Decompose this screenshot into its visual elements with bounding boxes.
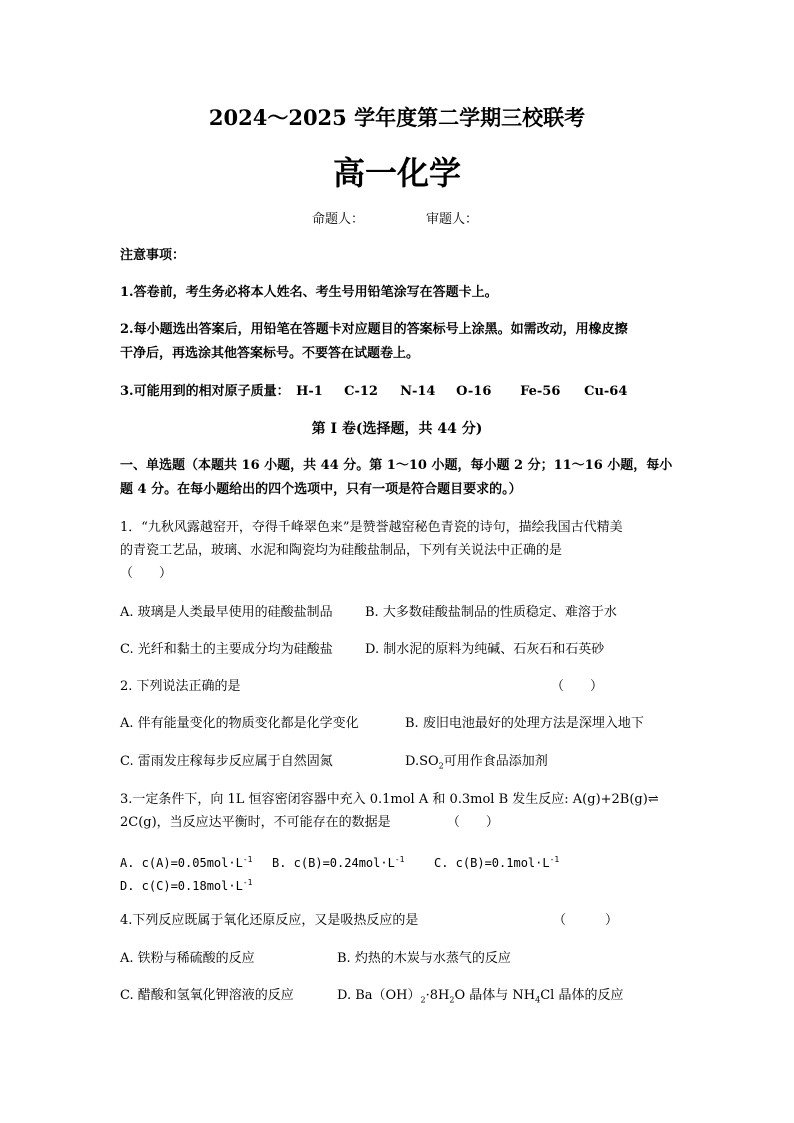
q4-option-b: B. 灼热的木炭与水蒸气的反应 [337,951,511,966]
note-2-line1: 2.每小题选出答案后，用铅笔在答题卡对应题目的答案标号上涂黑。如需改动，用橡皮擦 [120,322,628,337]
q4-option-d-sub1: 2 [420,995,426,1005]
q1-options-ab [120,604,617,622]
q1-option-a: A. 玻璃是人类最早使用的硅酸盐制品 [120,605,333,620]
mass-c: C-12 [344,384,378,399]
q3-option-d [120,874,252,895]
q1-answer-bracket: （ ） [120,566,173,581]
q3-option-a-text: A. c(A)=0.05mol·L [120,856,243,870]
note-1: 1.答卷前，考生务必将本人姓名、考生号用铅笔涂写在答题卡上。 [120,285,498,300]
q2-option-d-formula: D.SO [405,754,439,769]
q1-stem-line1: 1．“九秋风露越窑开，夺得千峰翠色来”是赞誉越窑秘色青瓷的诗句，描绘我国古代精美 [120,520,623,535]
q3-option-d-exp: -1 [242,878,253,887]
q1-option-b: B. 大多数硅酸盐制品的性质稳定、难溶于水 [365,605,617,620]
q4-options-cd [120,987,623,1010]
q3-stem-text: 2C(g)，当反应达平衡时，不可能存在的数据是 [120,815,391,830]
note-3-label: 3.可能用到的相对原子质量： [120,384,290,399]
q3-option-a [120,851,272,872]
q4-options-ab [120,950,511,968]
mass-fe: Fe-56 [520,384,561,399]
q2-answer-bracket: （ ） [551,679,604,694]
exam-title: 2024～2025 学年度第二学期三校联考 [208,105,586,130]
note-2-line2: 干净后，再选涂其他答案标号。不要答在试题卷上。 [120,346,420,361]
part1-line1: 一、单选题（本题共 16 小题，共 44 分。第 1～10 小题，每小题 2 分；11～16 小题，每小 [120,458,673,473]
mass-cu: Cu-64 [584,384,628,399]
mass-n: N-14 [400,384,436,399]
mass-o: O-16 [456,384,492,399]
q2-option-d-subscript: 2 [438,761,444,771]
note-3 [120,383,627,401]
q4-option-d [337,987,623,1010]
q2-option-d [405,753,548,776]
q3-options-abc [120,851,559,872]
q2-option-d-text: 可用作食品添加剂 [443,754,548,769]
q3-answer-bracket: （ ） [446,815,499,830]
q2-stem: 2. 下列说法正确的是 [120,679,241,694]
q4-option-a: A. 铁粉与稀硫酸的反应 [120,951,255,966]
q4-option-d-part3: O 晶体与 NH [454,988,536,1003]
q3-option-b [272,851,434,872]
authors-line [312,211,478,229]
subject-title: 高一化学 [332,154,461,192]
q3-option-c-exp: -1 [549,855,560,864]
q3-option-d-text: D. c(C)=0.18mol·L [120,879,243,893]
q2-option-a: A. 伴有能量变化的物质变化都是化学变化 [120,716,359,731]
q1-options-cd [120,641,604,659]
q4-option-d-part1: D. Ba（OH） [337,988,421,1003]
q4-option-d-part2: ·8H [425,988,450,1003]
setter-label: 命题人： [312,212,365,227]
part1-line2: 题 4 分。在每小题给出的四个选项中，只有一项是符合题目要求的。） [120,482,522,497]
q4-option-c: C. 醋酸和氢氧化钾溶液的反应 [120,988,294,1003]
q4-option-d-part4: Cl 晶体的反应 [540,988,624,1003]
q2-options-cd [120,753,548,776]
reviewer-label: 审题人： [426,212,479,227]
q4-stem: 4.下列反应既属于氧化还原反应，又是吸热反应的是 [120,913,419,928]
q3-stem-line1: 3.一定条件下，向 1L 恒容密闭容器中充入 0.1mol A 和 0.3mol B 发生反应: A(g)+2B(g)⇌ [120,792,659,807]
q2-options-ab [120,715,644,733]
q3-option-b-text: B. c(B)=0.24mol·L [272,856,395,870]
q3-option-a-exp: -1 [242,855,253,864]
q3-option-c [434,851,559,872]
q4-option-d-sub3: 4 [535,995,541,1005]
section-title: 第 I 卷(选择题，共 44 分) [311,421,483,437]
q1-option-c: C. 光纤和黏土的主要成分均为硅酸盐 [120,642,333,657]
notes-heading: 注意事项： [120,248,186,263]
q3-option-c-text: C. c(B)=0.1mol·L [434,856,550,870]
q3-stem-line2 [120,814,499,832]
q1-stem-line2: 的青瓷工艺品，玻璃、水泥和陶瓷均为硅酸盐制品，下列有关说法中正确的是 [120,543,563,558]
q4-option-d-sub2: 2 [449,995,455,1005]
q2-option-b: B. 废旧电池最好的处理方法是深埋入地下 [405,716,644,731]
q3-option-b-exp: -1 [394,855,405,864]
mass-h: H-1 [296,384,323,399]
q4-answer-bracket: （ ） [553,913,619,928]
q1-option-d: D. 制水泥的原料为纯碱、石灰石和石英砂 [365,642,605,657]
q2-option-c: C. 雷雨发庄稼每步反应属于自然固氮 [120,754,333,769]
